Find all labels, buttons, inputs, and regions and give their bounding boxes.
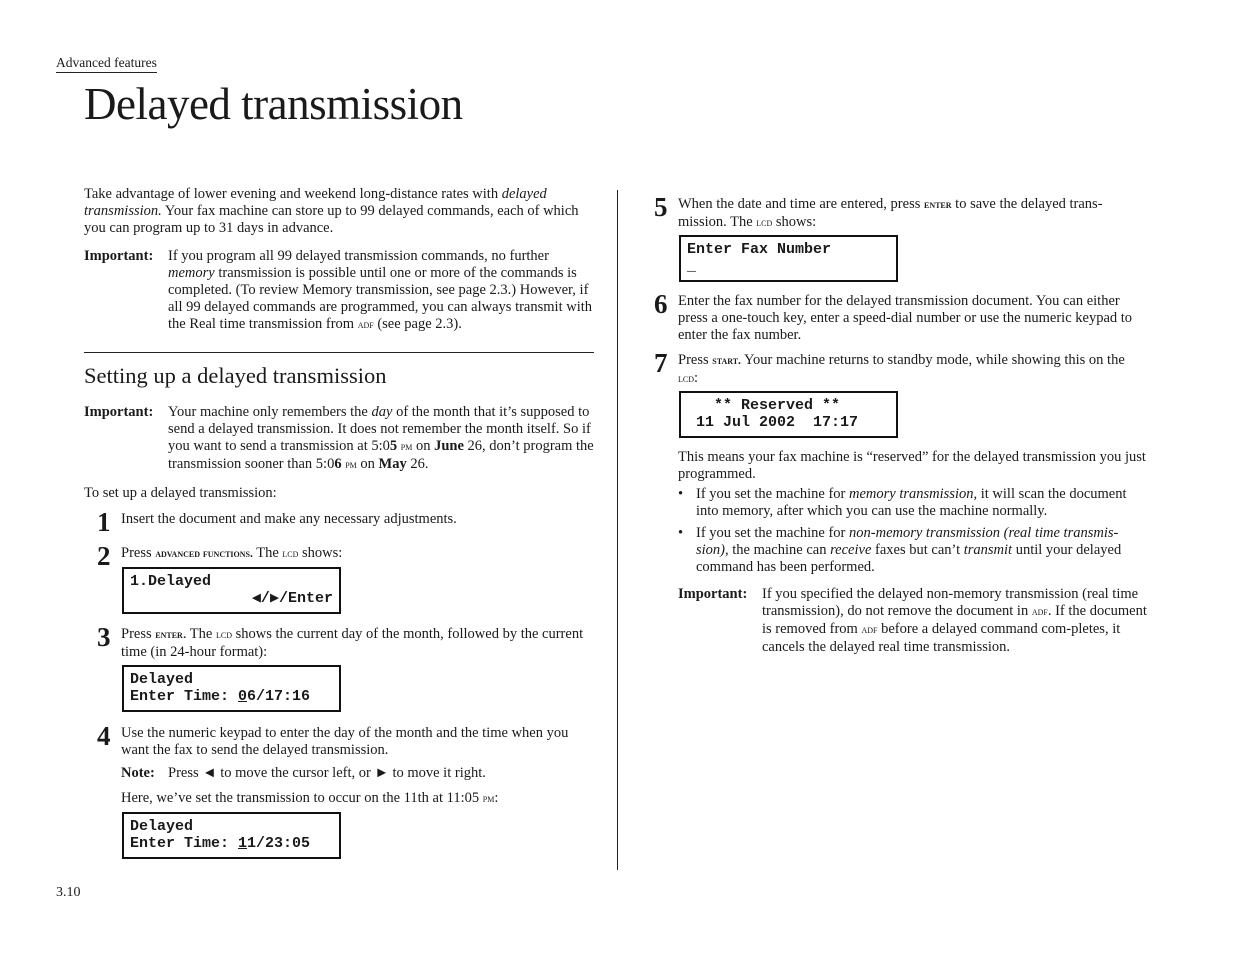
note-text: Press ◄ to move the cursor left, or ► to move it right.	[168, 765, 486, 781]
section-heading: Setting up a delayed transmission	[84, 363, 387, 388]
lcd-display: Delayed Enter Time: 11/23:05	[122, 812, 341, 859]
lcd-display: Delayed Enter Time: 06/17:16	[122, 665, 341, 712]
step-1-text: Insert the document and make any necessary adjustments.	[121, 511, 457, 527]
step-number: 4	[97, 721, 111, 751]
page-number: 3.10	[56, 885, 81, 900]
list-item: • If you set the machine for memory transmission, it will scan the document into memory, after which you can use the machine normally.	[678, 486, 1148, 520]
right-arrow-icon: ►	[374, 765, 389, 781]
step-3-text: Press enter. The lcd shows the current day of the month, followed by the current time (in 24-hour format):	[121, 626, 584, 660]
step-7-text: Press start. Your machine returns to standby mode, while showing this on the lcd:	[678, 352, 1125, 386]
left-arrow-icon: ◄	[202, 765, 217, 781]
note	[121, 765, 596, 783]
example-text: Here, we’ve set the transmission to occur on the 11th at 11:05 pm:	[121, 790, 499, 806]
page-title: Delayed transmission	[84, 79, 463, 129]
step-2-text: Press advanced functions. The lcd shows:	[121, 545, 343, 561]
step-5-text: When the date and time are entered, press enter to save the delayed trans-mission. The lcd shows:	[678, 196, 1103, 230]
column-divider	[617, 190, 618, 870]
arrows-icon: ◀/▶	[251, 590, 279, 607]
intro-paragraph: Take advantage of lower evening and weekend long-distance rates with delayed transmission. Your fax machine can store up to 99 delayed commands, each of which you can program up to 31 days in advance.	[84, 186, 579, 236]
step-6-text: Enter the fax number for the delayed transmission document. You can either press a one-touch key, enter a speed-dial number or use the numeric keypad to enter the fax number.	[678, 293, 1133, 343]
note-label: Note:	[121, 765, 155, 781]
important-note-2	[84, 404, 596, 476]
lcd-display: 1.Delayed ◀/▶/Enter	[122, 567, 341, 614]
step-number: 5	[654, 192, 668, 222]
important-label: Important:	[84, 404, 154, 420]
step-number: 1	[97, 507, 111, 537]
important-note-1	[84, 248, 596, 338]
step-number: 2	[97, 541, 111, 571]
step-number: 6	[654, 289, 668, 319]
bullet-list	[678, 486, 1148, 579]
reserved-explanation: This means your fax machine is “reserved” for the delayed transmission you just programmed.	[678, 449, 1146, 482]
section-divider	[84, 352, 594, 353]
list-item: • If you set the machine for non-memory transmission (real time transmis-sion), the machine can receive faxes but can’t transmit until your delayed command has been performed.	[678, 525, 1148, 576]
step-number: 3	[97, 622, 111, 652]
step-4-text: Use the numeric keypad to enter the day of the month and the time when you want the fax to send the delayed transmission.	[121, 725, 569, 758]
lcd-display: ** Reserved ** 11 Jul 2002 17:17	[679, 391, 898, 438]
important-note-3	[678, 586, 1148, 658]
important-label: Important:	[678, 586, 748, 602]
step-number: 7	[654, 348, 668, 378]
important-text: If you specified the delayed non-memory transmission (real time transmission), do not remove the document in adf. If the document is removed from adf before a delayed command com-pletes, it cancels the delayed real time transmission.	[762, 586, 1147, 655]
important-text: If you program all 99 delayed transmission commands, no further memory transmission is possible until one or more of the commands is completed. (To review Memory transmission, see page 2.3.) However, if all 99 delayed commands are programmed, you can always transmit with the Real time transmission from adf (see page 2.3).	[168, 248, 592, 332]
lcd-display: Enter Fax Number _	[679, 235, 898, 282]
important-label: Important:	[84, 248, 154, 264]
important-text: Your machine only remembers the day of the month that it’s supposed to send a delayed transmission. It does not remember the month itself. So if you want to send a transmission at 5:05 pm on June 26, don’t program the transmission sooner than 5:06 pm on May 26.	[168, 404, 594, 472]
section-label: Advanced features	[56, 54, 157, 73]
setup-lead: To set up a delayed transmission:	[84, 485, 277, 501]
